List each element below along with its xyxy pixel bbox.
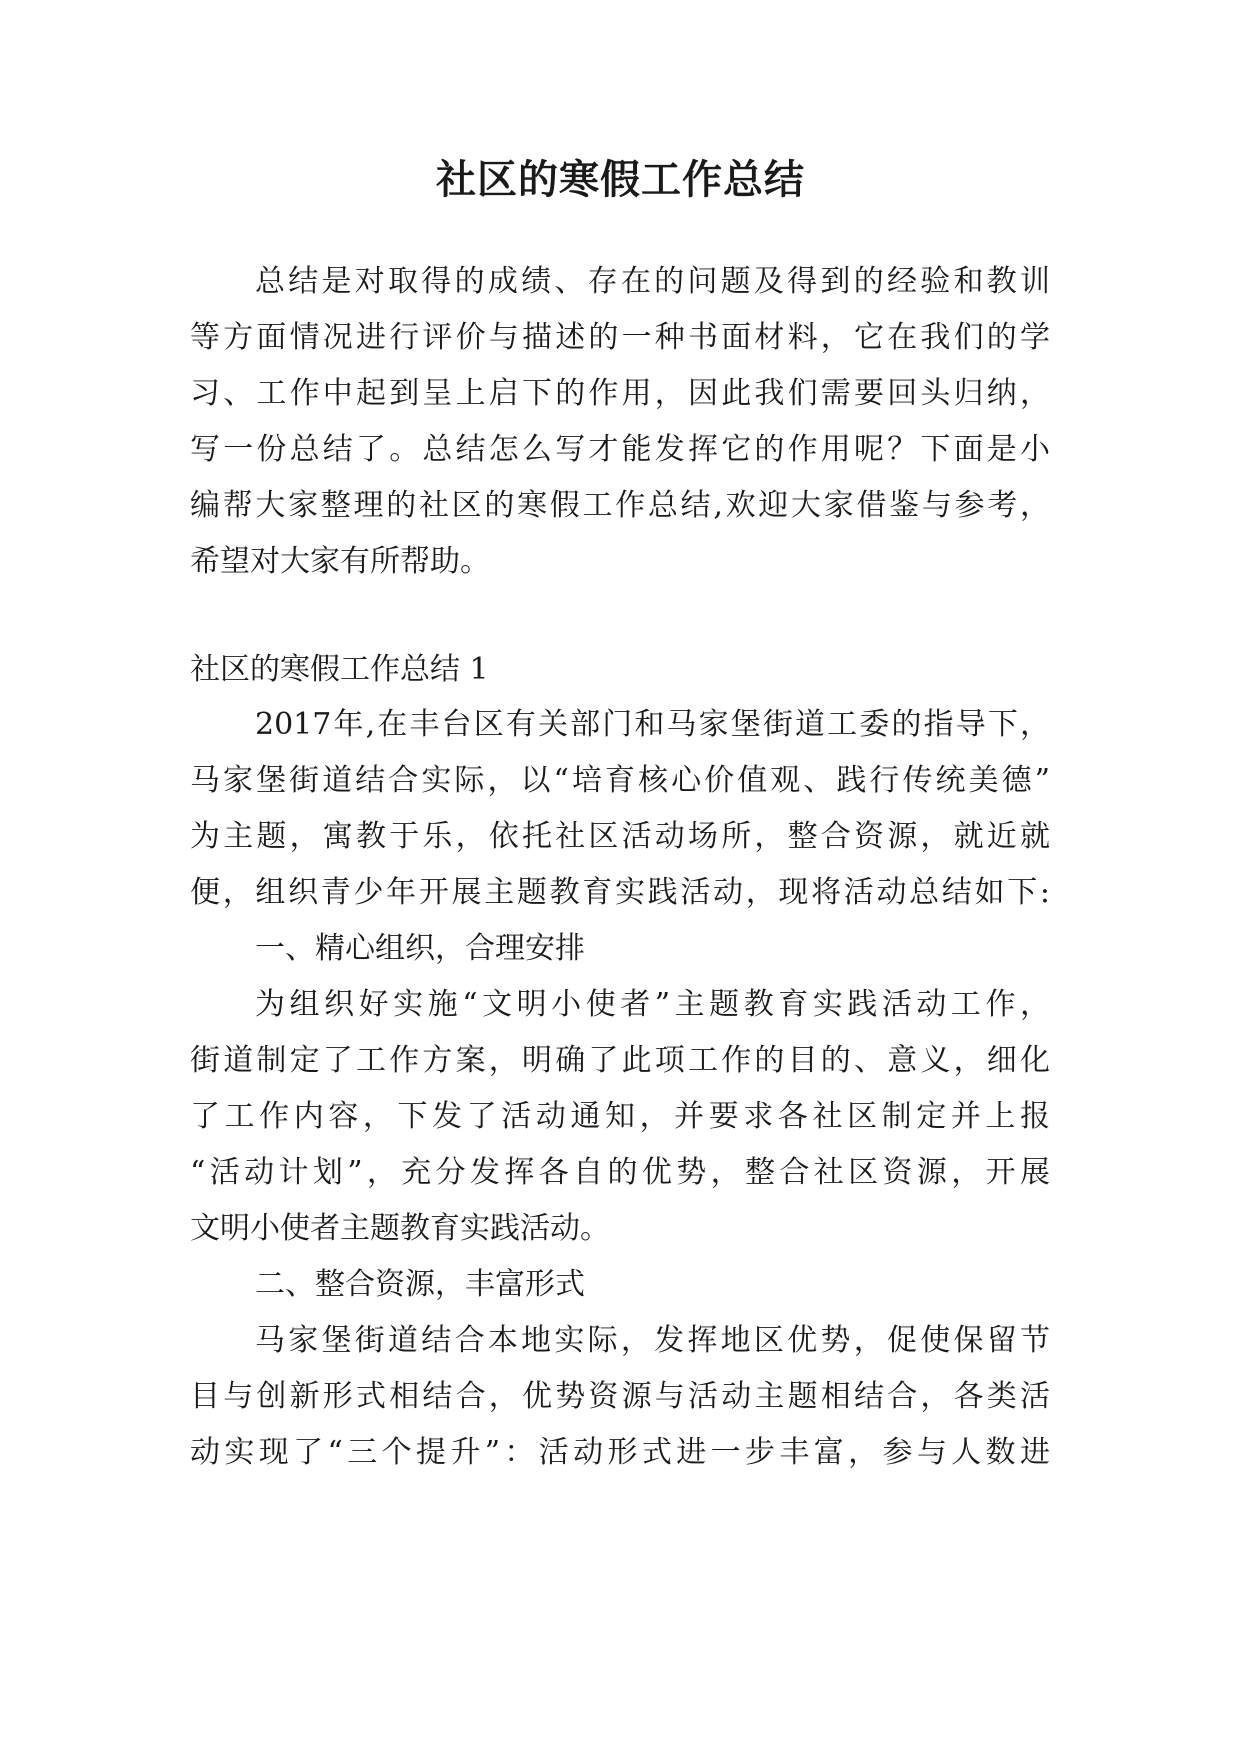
paragraph-line: 便，组织青少年开展主题教育实践活动，现将活动总结如下: <box>190 875 1050 910</box>
paragraph-line: 为主题，寓教于乐，依托社区活动场所，整合资源，就近就 <box>190 819 1050 854</box>
intro-line: 等方面情况进行评价与描述的一种书面材料，它在我们的学 <box>190 320 1050 355</box>
paragraph-line: 街道制定了工作方案，明确了此项工作的目的、意义，细化 <box>190 1043 1050 1078</box>
intro-line: 希望对大家有所帮助。 <box>190 544 490 579</box>
document-title: 社区的寒假工作总结 <box>436 157 805 203</box>
paragraph-line: “活动计划”，充分发挥各自的优势，整合社区资源，开展 <box>190 1155 1050 1190</box>
intro-line: 写一份总结了。总结怎么写才能发挥它的作用呢？下面是小 <box>190 432 1050 467</box>
section-heading: 社区的寒假工作总结 1 <box>190 652 489 687</box>
paragraph-line: 了工作内容，下发了活动通知，并要求各社区制定并上报 <box>190 1099 1050 1134</box>
paragraph-line: 马家堡街道结合本地实际，发挥地区优势，促使保留节 <box>255 1323 1050 1358</box>
intro-line: 编帮大家整理的社区的寒假工作总结,欢迎大家借鉴与参考， <box>190 488 1050 523</box>
subheading: 二、整合资源，丰富形式 <box>255 1267 585 1302</box>
paragraph-line: 2017年,在丰台区有关部门和马家堡街道工委的指导下， <box>255 707 1050 742</box>
paragraph-line: 马家堡街道结合实际，以“培育核心价值观、践行传统美德” <box>190 763 1050 798</box>
paragraph-line: 动实现了“三个提升”：活动形式进一步丰富，参与人数进 <box>190 1435 1050 1470</box>
paragraph-line: 目与创新形式相结合，优势资源与活动主题相结合，各类活 <box>190 1379 1050 1414</box>
paragraph-line: 文明小使者主题教育实践活动。 <box>190 1211 610 1246</box>
intro-line: 习、工作中起到呈上启下的作用，因此我们需要回头归纳， <box>190 376 1050 411</box>
intro-line: 总结是对取得的成绩、存在的问题及得到的经验和教训 <box>255 264 1050 299</box>
subheading: 一、精心组织，合理安排 <box>255 931 585 966</box>
paragraph-line: 为组织好实施“文明小使者”主题教育实践活动工作， <box>255 987 1050 1022</box>
